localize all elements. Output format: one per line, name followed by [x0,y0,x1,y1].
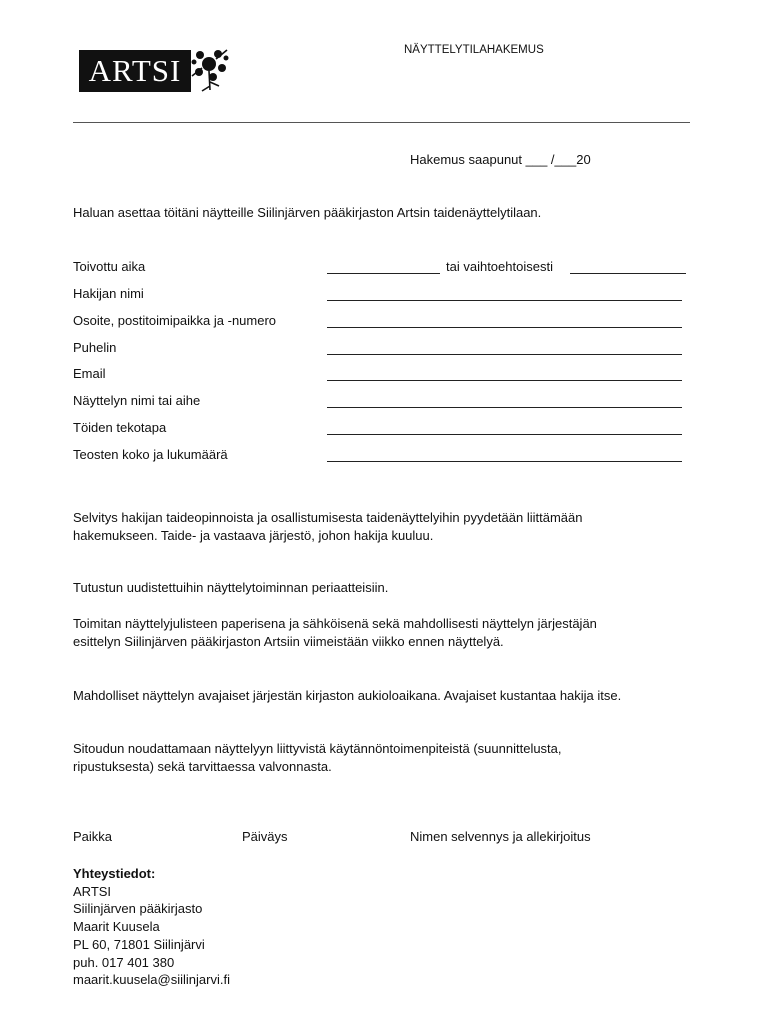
paragraph-commitment-line-2: ripustuksesta) sekä tarvittaessa valvonnasta. [73,759,332,774]
document-title: NÄYTTELYTILAHAKEMUS [404,44,544,56]
address-label: Osoite, postitoimipaikka ja -numero [73,313,277,328]
exhibition-title-label: Näyttelyn nimi tai aihe [73,393,201,408]
contact-library: Siilinjärven pääkirjasto [73,901,203,917]
artsi-logo [79,44,231,94]
signature-name-label: Nimen selvennys ja allekirjoitus [410,829,591,844]
address-field[interactable] [327,327,682,328]
paragraph-studies [73,509,582,545]
paragraph-studies-line-2: hakemukseen. Taide- ja vastaava järjestö, johon hakija kuuluu. [73,528,434,543]
works-size-count-label: Teosten koko ja lukumäärä [73,447,228,462]
paragraph-poster-line-2: esittelyn Siilinjärven pääkirjaston Artsiin viimeistään viikko ennen näyttelyä. [73,634,504,649]
email-label: Email [73,366,106,381]
applicant-name-label: Hakijan nimi [73,286,144,301]
signature-place-label: Paikka [73,829,113,844]
email-field[interactable] [327,380,682,381]
paragraph-studies-line-1: Selvitys hakijan taideopinnoista ja osallistumisesta taidenäyttelyihin pyydetään liittämään [73,510,583,525]
desired-time-label: Toivottu aika [73,259,146,274]
applicant-name-field[interactable] [327,300,682,301]
paragraph-opening: Mahdolliset näyttelyn avajaiset järjestän kirjaston aukioloaikana. Avajaiset kustantaa hakija itse. [73,688,622,703]
alternative-time-field[interactable] [570,273,686,274]
contact-heading: Yhteystiedot: [73,866,156,881]
paragraph-poster [73,615,597,651]
alternative-time-label: tai vaihtoehtoisesti [446,259,553,274]
works-size-count-field[interactable] [327,461,682,462]
intro-text: Haluan asettaa töitäni näytteille Siilinjärven pääkirjaston Artsin taidenäyttelytilaan. [73,205,542,220]
paragraph-principles: Tutustun uudistettuihin näyttelytoiminnan periaatteisiin. [73,580,389,595]
paragraph-commitment-line-1: Sitoudun noudattamaan näyttelyyn liittyvistä käytännöntoimenpiteistä (suunnittelusta, [73,741,562,756]
header-divider [73,122,690,123]
contact-address: PL 60, 71801 Siilinjärvi [73,936,205,952]
paragraph-commitment [73,740,562,776]
contact-person: Maarit Kuusela [73,919,160,935]
paragraph-poster-line-1: Toimitan näyttelyjulisteen paperisena ja sähköisenä sekä mahdollisesti näyttelyn järjestäjän [73,616,597,631]
desired-time-field[interactable] [327,273,440,274]
contact-email[interactable]: maarit.kuusela@siilinjarvi.fi [73,972,230,988]
technique-label: Töiden tekotapa [73,420,167,435]
received-date-line: Hakemus saapunut ___ /___20 [410,152,591,167]
phone-field[interactable] [327,354,682,355]
logo-wordmark: ARTSI [79,50,191,92]
flower-ornament-icon [189,44,233,94]
contact-phone: puh. 017 401 380 [73,954,175,970]
contact-org: ARTSI [73,883,112,899]
exhibition-title-field[interactable] [327,407,682,408]
phone-label: Puhelin [73,340,117,355]
contact-info [73,865,230,989]
technique-field[interactable] [327,434,682,435]
signature-date-label: Päiväys [242,829,288,844]
